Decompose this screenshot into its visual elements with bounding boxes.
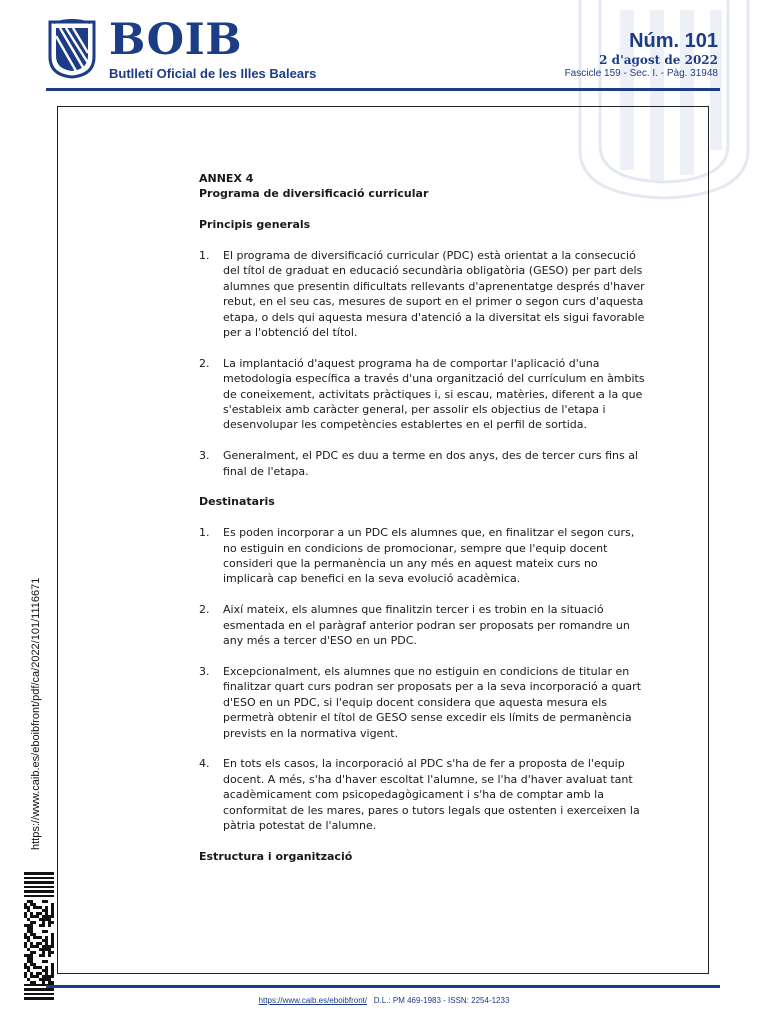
section-heading-destinataris: Destinataris xyxy=(199,495,275,509)
list-number: 4. xyxy=(199,757,210,771)
list-item xyxy=(199,248,647,340)
brand-subtitle: Butlletí Oficial de les Illes Balears xyxy=(109,66,317,81)
list-text: En tots els casos, la incorporació al PDC s'ha de fer a proposta de l'equip docent. A més, s'ha d'haver escoltat l'alumne, se l'ha d'haver avaluat tant acadèmicament com psicopedagògicament i s'ha de comptar amb la conformitat de les mares, pares o tutors legals que ostenten i exerceixen la pàtria potestat de l'alumne. xyxy=(223,757,640,832)
list-item xyxy=(199,602,647,648)
list-item xyxy=(199,356,647,433)
brand-title: BOIB xyxy=(109,15,243,65)
list-text: Excepcionalment, els alumnes que no estiguin en condicions de titular en finalitzar quart curs podran ser proposats per a la seva incorporació a quart d'ESO en un PDC, si l'equip docent considera que aquesta mesura els permetrà obtenir el títol de GESO sense excedir els límits de permanència prevists en la normativa vigent. xyxy=(223,664,642,740)
balearic-coat-of-arms-icon xyxy=(46,19,98,79)
list-number: 2. xyxy=(199,603,210,617)
list-number: 1. xyxy=(199,526,210,540)
list-number: 3. xyxy=(199,449,210,463)
fascicle-info: Fascicle 159 - Sec. I. - Pàg. 31948 xyxy=(564,68,718,79)
footer xyxy=(0,996,768,1005)
list-number: 1. xyxy=(199,249,210,262)
list-text: Així mateix, els alumnes que finalitzin tercer i es trobin en la situació esmentada en el paràgraf anterior podran ser proposats per romandre un any més a tercer d'ESO en un PDC. xyxy=(223,603,630,648)
qr-code-icon xyxy=(24,872,54,1002)
list-item xyxy=(199,448,647,479)
annex-title: Programa de diversificació curricular xyxy=(199,187,429,201)
list-text: La implantació d'aquest programa ha de comportar l'aplicació d'una metodologia específica a través d'una organització del currículum en àmbits de coneixement, activitats pràctiques i, si escau, matèries, diferent a la que s'estableix amb caràcter general, per assolir els objectius de l'etapa i desenvolupar les competències establertes en el perfil de sortida. xyxy=(223,356,645,432)
list-item xyxy=(199,756,647,833)
document-permalink[interactable]: https://www.caib.es/eboibfront/pdf/ca/2022/101/1116671 xyxy=(30,577,42,850)
list-item xyxy=(199,664,647,741)
list-number: 3. xyxy=(199,664,210,678)
section-heading-estructura: Estructura i organització xyxy=(199,849,353,863)
list-number: 2. xyxy=(199,356,210,370)
section-heading-principis: Principis generals xyxy=(199,218,311,232)
footer-divider xyxy=(46,985,720,988)
issue-number: Núm. 101 xyxy=(629,30,718,52)
document-body xyxy=(199,171,647,864)
annex-label: ANNEX 4 xyxy=(199,172,254,185)
list-text: El programa de diversificació curricular (PDC) està orientat a la consecució del títol de graduat en educació secundària obligatòria (GESO) per part dels alumnes que presentin dificultats rellevants d'aprenentatge després d'haver rebut, en el seu cas, mesures de suport en el primer o segon curs d'aquesta etapa, o dels qui aquesta mesura d'atenció a la diversitat els sigui favorable per a l'obtenció del títol. xyxy=(223,249,645,340)
header-divider xyxy=(46,88,720,91)
footer-legal: D.L.: PM 469-1983 - ISSN: 2254-1233 xyxy=(373,996,510,1005)
list-text: Generalment, el PDC es duu a terme en dos anys, des de tercer curs fins al final de l'etapa. xyxy=(223,449,638,478)
list-item xyxy=(199,525,647,587)
footer-link[interactable]: https://www.caib.es/eboibfront/ xyxy=(258,996,368,1005)
list-text: Es poden incorporar a un PDC els alumnes que, en finalitzar el segon curs, no estiguin en condicions de promocionar, sempre que l'equip docent consideri que la permanència un any més en aquest mateix curs no implicarà cap benefici en la seva evolució acadèmica. xyxy=(223,526,635,586)
issue-date: 2 d'agost de 2022 xyxy=(599,53,718,67)
